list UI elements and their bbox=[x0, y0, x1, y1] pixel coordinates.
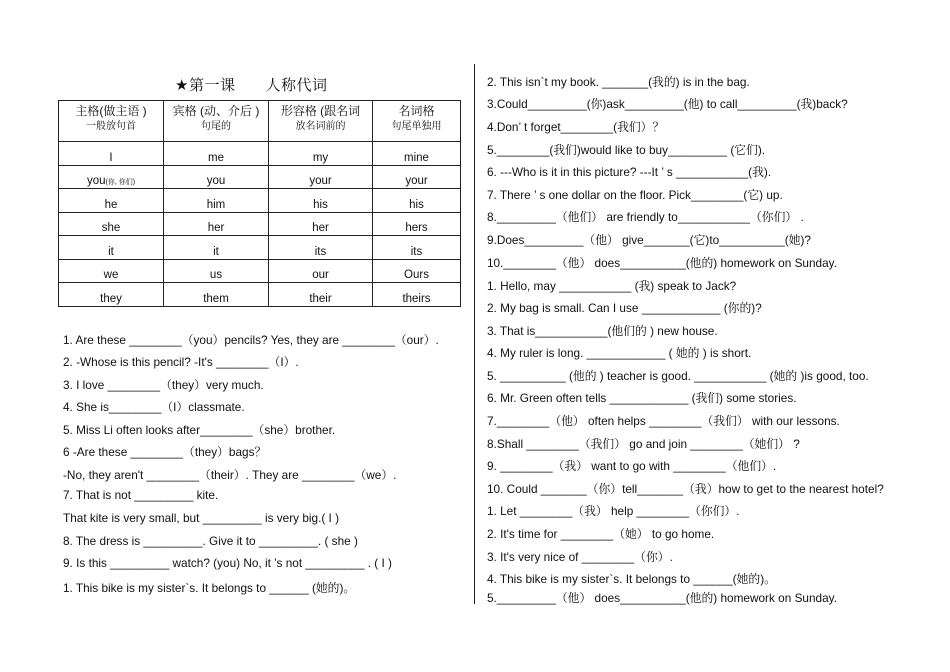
exercise-line: 3. That is___________(他们的 ) new house. bbox=[487, 324, 718, 338]
table-cell: its bbox=[373, 236, 461, 260]
table-cell: its bbox=[269, 236, 373, 260]
exercise-line: 8.Shall ________（我们） go and join ________（她们） ? bbox=[487, 437, 800, 451]
table-cell: me bbox=[164, 142, 269, 166]
exercise-line: 4.Don’ t forget________(我们）？ bbox=[487, 120, 665, 134]
page-title bbox=[175, 74, 327, 95]
exercise-line: 4. This bike is my sister`s. It belongs to ______(她的)。 bbox=[487, 572, 776, 586]
column-divider bbox=[474, 64, 475, 604]
exercise-line: 7. That is not _________ kite. bbox=[63, 488, 219, 502]
exercise-line: 3. It's very nice of ________（你）. bbox=[487, 550, 673, 564]
exercise-line: 10. Could _______（你）tell_______（我）how to get to the nearest hotel? bbox=[487, 482, 884, 496]
exercise-line: 7.________（他） often helps ________（我们） with our lessons. bbox=[487, 414, 840, 428]
exercise-line: 9. ________（我） want to go with ________（他们）. bbox=[487, 459, 777, 473]
table-cell: I bbox=[59, 142, 164, 166]
exercise-line: 5.________(我们)would like to buy_________ (它们). bbox=[487, 143, 766, 157]
table-cell: his bbox=[373, 189, 461, 213]
you-note: (你, 你们) bbox=[105, 179, 136, 186]
exercise-line: 2. My bag is small. Can I use ____________ (你的)? bbox=[487, 301, 762, 315]
lesson-title: ★第一课 bbox=[175, 76, 236, 94]
table-cell: him bbox=[164, 189, 269, 213]
table-row bbox=[59, 283, 461, 307]
exercise-line: 1. This bike is my sister`s. It belongs to ______ (她的)。 bbox=[63, 581, 356, 595]
table-cell: it bbox=[59, 236, 164, 260]
table-row bbox=[59, 259, 461, 283]
exercise-line: 4. She is________（I）classmate. bbox=[63, 400, 245, 414]
exercise-line: -No, they aren't ________（their）. They are ________（we）. bbox=[63, 468, 397, 482]
table-cell: it bbox=[164, 236, 269, 260]
lesson-subtitle: 人称代词 bbox=[265, 76, 328, 94]
table-cell: them bbox=[164, 283, 269, 307]
table-cell: my bbox=[269, 142, 373, 166]
table-cell: his bbox=[269, 189, 373, 213]
exercise-line: That kite is very small, but _________ is very big.( I ) bbox=[63, 511, 340, 525]
table-cell: their bbox=[269, 283, 373, 307]
pronoun-table bbox=[58, 100, 461, 307]
table-cell: theirs bbox=[373, 283, 461, 307]
exercise-line: 1. Let ________（我） help ________（你们）. bbox=[487, 504, 740, 518]
table-cell: your bbox=[373, 165, 461, 189]
table-cell: you bbox=[164, 165, 269, 189]
table-cell: mine bbox=[373, 142, 461, 166]
exercise-line: 8. The dress is _________. Give it to _________. ( she ) bbox=[63, 534, 358, 548]
table-cell: hers bbox=[373, 212, 461, 236]
exercise-line: 2. It's time for ________（她） to go home. bbox=[487, 527, 715, 541]
table-row bbox=[59, 142, 461, 166]
exercise-line: 2. -Whose is this pencil? -It's ________（I）. bbox=[63, 355, 299, 369]
exercise-line: 9. Is this _________ watch? (you) No, it ’s not _________ . ( I ) bbox=[63, 556, 392, 570]
exercise-line: 4. My ruler is long. ____________ ( 她的 ) is short. bbox=[487, 346, 752, 360]
exercise-line: 1. Hello, may ___________ (我) speak to Jack? bbox=[487, 279, 737, 293]
table-cell: your bbox=[269, 165, 373, 189]
exercise-line: 6. ---Who is it in this picture? ---It ’ s ___________(我). bbox=[487, 165, 772, 179]
exercise-line: 6 -Are these ________（they）bags？ bbox=[63, 445, 267, 459]
table-header-row bbox=[59, 101, 461, 142]
table-row bbox=[59, 212, 461, 236]
exercise-line: 1. Are these ________（you）pencils? Yes, they are ________（our）. bbox=[63, 333, 439, 347]
table-cell: us bbox=[164, 259, 269, 283]
header-cell: 名词格 句尾单独用 bbox=[373, 101, 461, 142]
table-cell: her bbox=[269, 212, 373, 236]
table-cell: her bbox=[164, 212, 269, 236]
exercise-line: 3.Could_________(你)ask_________(他) to call_________(我)back? bbox=[487, 97, 848, 111]
exercise-line: 2. This isn`t my book. _______(我的) is in the bag. bbox=[487, 75, 750, 89]
table-cell: we bbox=[59, 259, 164, 283]
header-cell: 宾格 (动、介后 ) 句尾的 bbox=[164, 101, 269, 142]
table-cell: she bbox=[59, 212, 164, 236]
table-row bbox=[59, 236, 461, 260]
exercise-line: 5. __________ (他的 ) teacher is good. ___________ (她的 )is good, too. bbox=[487, 369, 869, 383]
table-cell: you(你, 你们) bbox=[59, 165, 164, 189]
exercise-line: 8._________（他们） are friendly to___________（你们） . bbox=[487, 210, 804, 224]
exercise-line: 10.________（他） does__________(他的) homework on Sunday. bbox=[487, 256, 837, 270]
table-cell: our bbox=[269, 259, 373, 283]
table-cell: they bbox=[59, 283, 164, 307]
header-cell: 形容格 (跟名词 放名词前的 bbox=[269, 101, 373, 142]
exercise-line: 9.Does_________（他） give_______(它)to__________(她)? bbox=[487, 233, 811, 247]
table-cell: Ours bbox=[373, 259, 461, 283]
table-cell: he bbox=[59, 189, 164, 213]
header-cell: 主格(做主语 ) 一般放句首 bbox=[59, 101, 164, 142]
exercise-line: 5. Miss Li often looks after________（she）brother. bbox=[63, 423, 336, 437]
table-row bbox=[59, 165, 461, 189]
exercise-line: 5._________（他） does__________(他的) homework on Sunday. bbox=[487, 591, 837, 605]
exercise-line: 6. Mr. Green often tells ____________ (我们) some stories. bbox=[487, 391, 797, 405]
exercise-line: 3. I love ________（they）very much. bbox=[63, 378, 264, 392]
exercise-line: 7. There ’ s one dollar on the floor. Pick________(它) up. bbox=[487, 188, 783, 202]
table-row bbox=[59, 189, 461, 213]
